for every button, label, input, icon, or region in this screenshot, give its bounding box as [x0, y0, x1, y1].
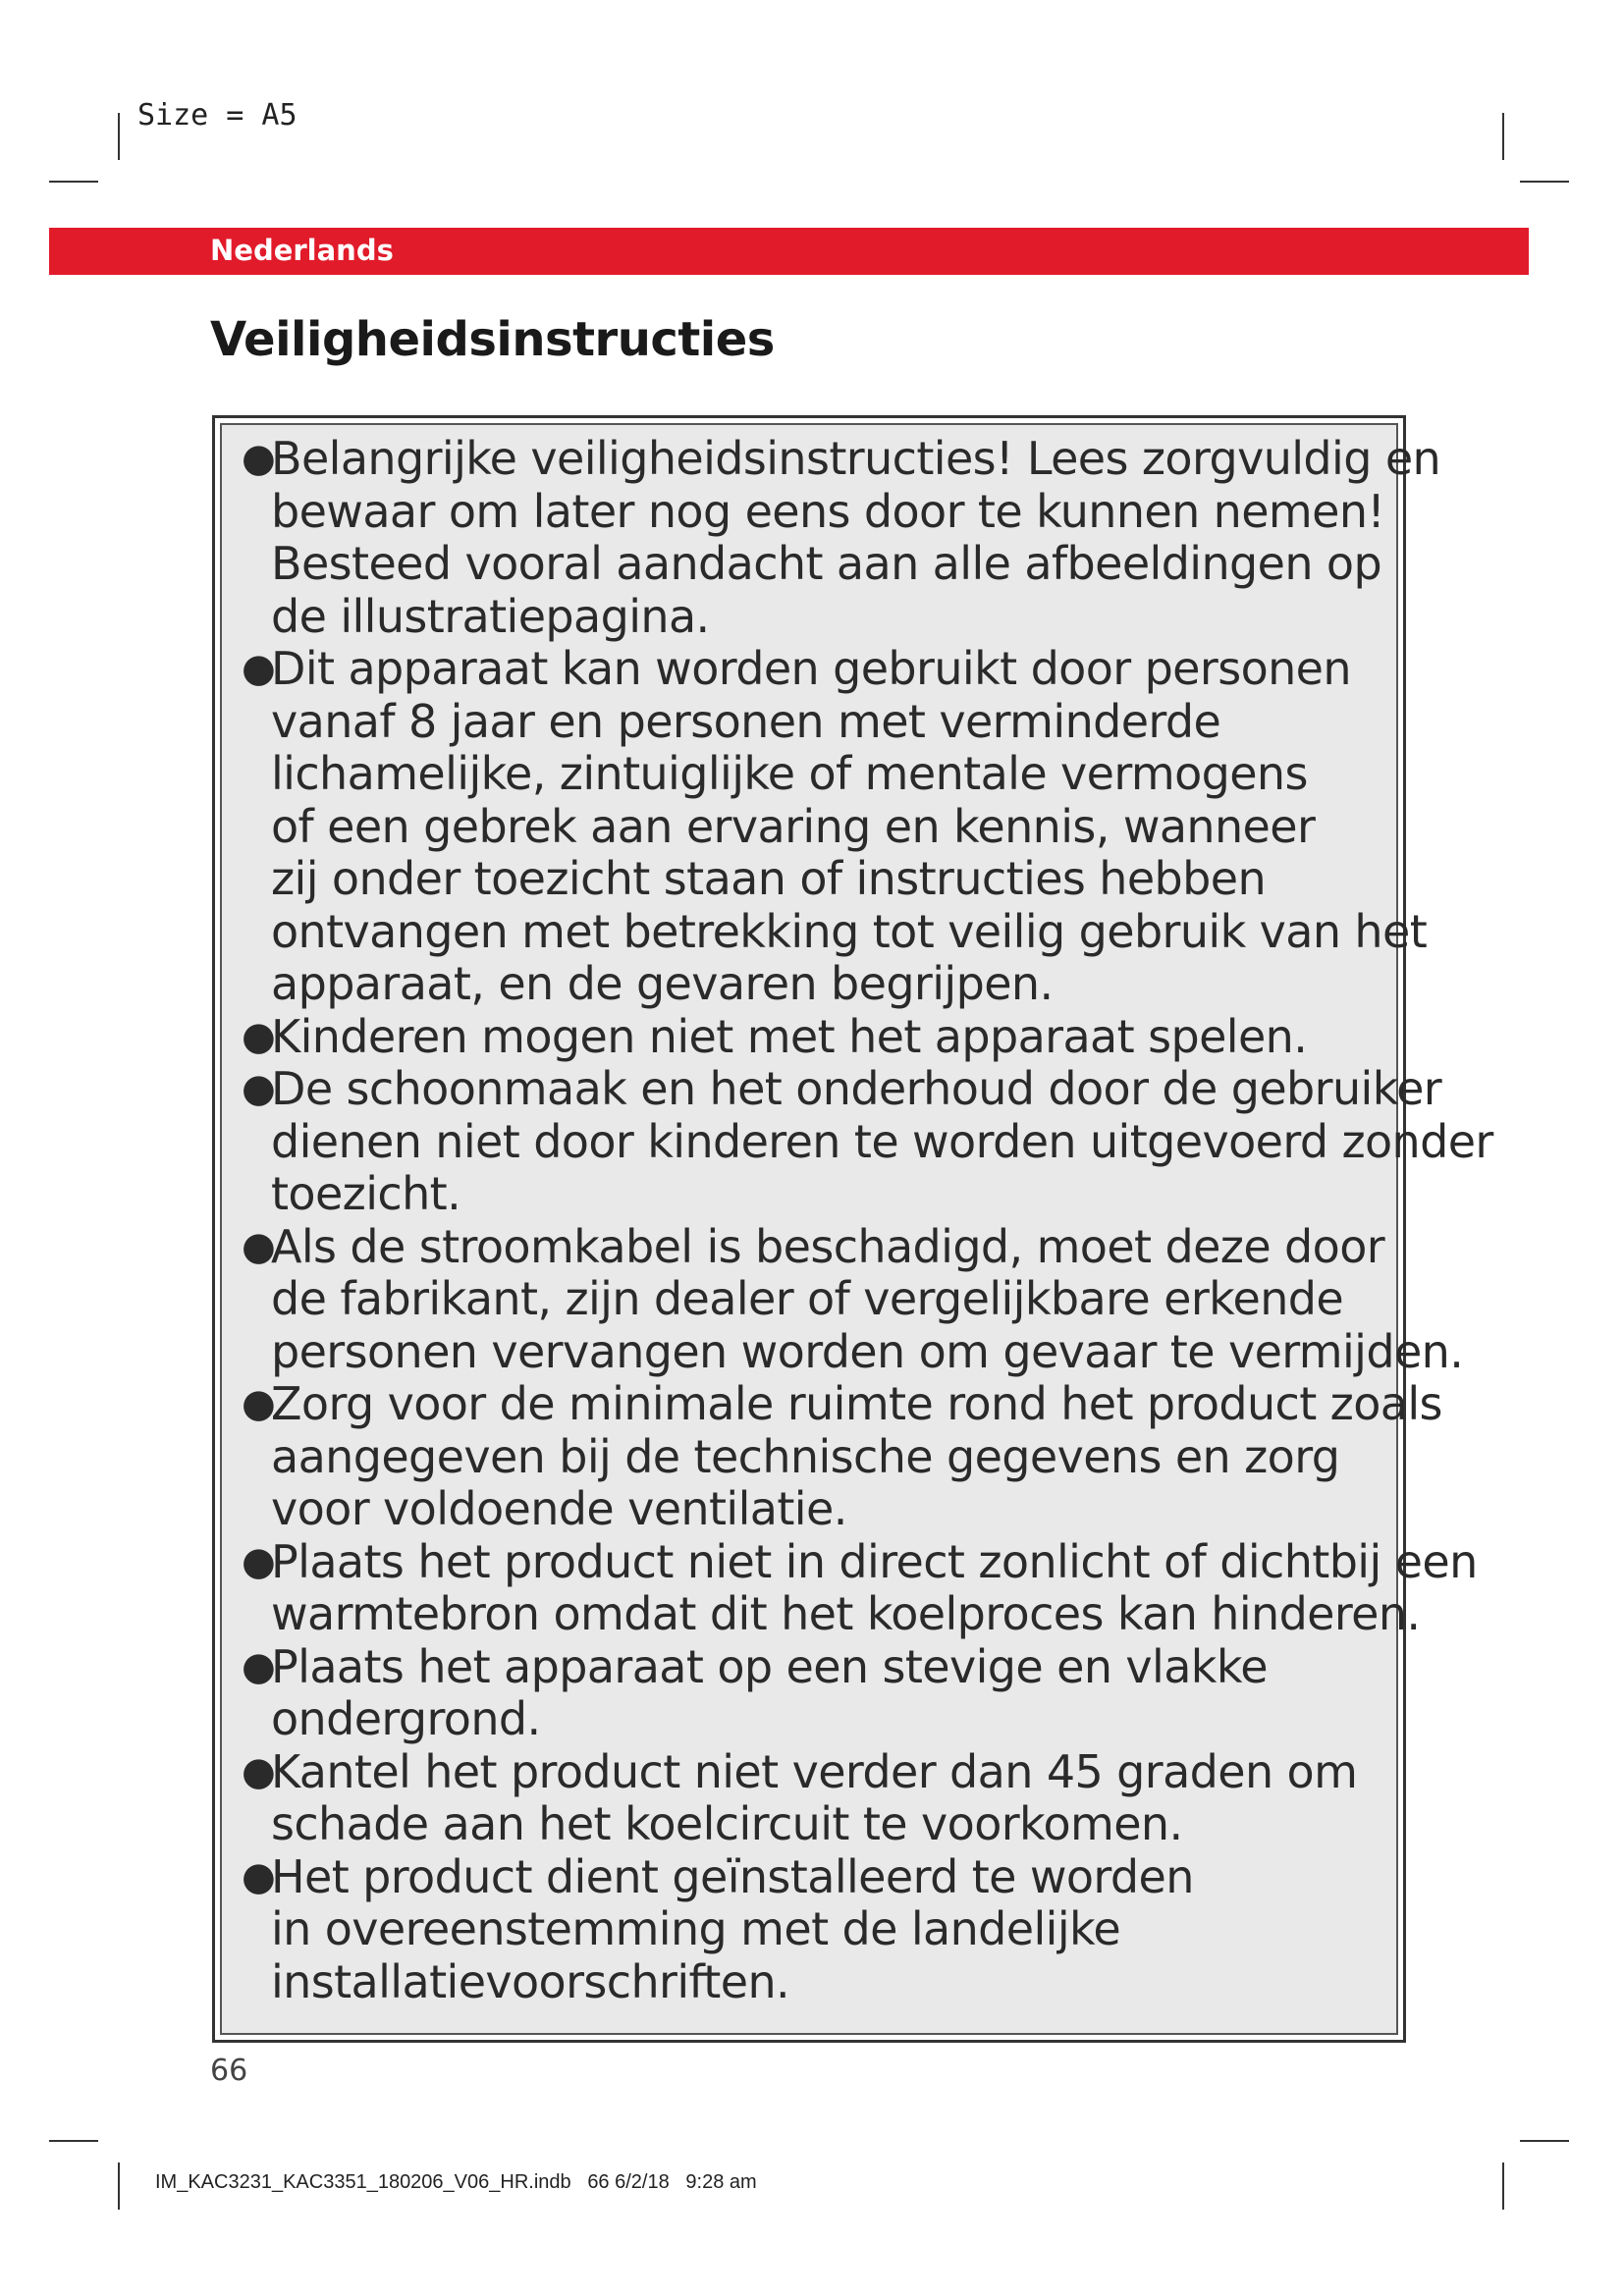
safety-item-line: apparaat, en de gevaren begrijpen.: [271, 957, 1054, 1010]
safety-box: [212, 415, 1493, 2043]
bullet-icon: ●: [242, 646, 276, 691]
safety-item-line: de fabrikant, zijn dealer of vergelijkbare erkende: [271, 1272, 1344, 1325]
safety-list: [242, 432, 1493, 2008]
crop-mark-bottom-right-vertical: [1502, 2163, 1504, 2210]
safety-item-line: ontvangen met betrekking tot veilig gebruik van het: [271, 904, 1428, 958]
safety-item-line: voor voldoende ventilatie.: [271, 1482, 847, 1535]
page-number: 66: [210, 2054, 248, 2088]
safety-item-line: lichamelijke, zintuiglijke of mentale vermogens: [271, 747, 1308, 800]
safety-item-line: installatievoorschriften.: [271, 1954, 790, 2008]
size-label: Size = A5: [137, 98, 298, 133]
safety-item-line: Het product dient geïnstalleerd te worden: [271, 1849, 1194, 1903]
safety-item: [242, 642, 1428, 1011]
safety-item: [242, 1219, 1464, 1379]
bullet-icon: ●: [242, 1381, 276, 1426]
safety-item-line: bewaar om later nog eens door te kunnen nemen!: [271, 484, 1385, 538]
safety-item: [242, 432, 1441, 643]
safety-item: [242, 1011, 1386, 1064]
safety-item: [242, 1377, 1442, 1536]
safety-item-line: Dit apparaat kan worden gebruikt door personen: [271, 642, 1351, 695]
safety-item-line: Belangrijke veiligheidsinstructies! Lees zorgvuldig en: [271, 432, 1441, 485]
bullet-icon: ●: [242, 1643, 276, 1689]
safety-item-line: Besteed vooral aandacht aan alle afbeeldingen op: [271, 537, 1382, 590]
safety-item-line: aangegeven bij de technische gegevens en zorg: [271, 1429, 1340, 1483]
language-bar: [49, 228, 1529, 275]
crop-mark-bottom-right-horizontal: [1520, 2140, 1569, 2142]
safety-item-line: zij onder toezicht staan of instructies hebben: [271, 852, 1266, 905]
safety-item-line: Kinderen mogen niet met het apparaat spelen.: [271, 1009, 1308, 1063]
safety-item-line: Plaats het apparaat op een stevige en vlakke: [271, 1639, 1268, 1693]
safety-item-line: dienen niet door kinderen te worden uitgevoerd zonder: [271, 1114, 1493, 1168]
page-title: Veiligheidsinstructies: [210, 312, 775, 367]
safety-item-line: Plaats het product niet in direct zonlicht of dichtbij een: [271, 1534, 1478, 1588]
crop-mark-top-right-horizontal: [1520, 181, 1569, 183]
safety-item-line: ondergrond.: [271, 1692, 541, 1745]
safety-item-line: De schoonmaak en het onderhoud door de gebruiker: [271, 1062, 1442, 1115]
crop-mark-bottom-left-horizontal: [49, 2140, 98, 2142]
crop-mark-top-left-vertical: [118, 113, 120, 160]
safety-item-line: toezicht.: [271, 1167, 461, 1220]
print-footer: IM_KAC3231_KAC3351_180206_V06_HR.indb 66 6/2/18 9:28 am: [155, 2171, 757, 2193]
bullet-icon: ●: [242, 1748, 276, 1794]
bullet-icon: ●: [242, 436, 276, 481]
safety-item: [242, 1746, 1386, 1851]
safety-item: [242, 1062, 1493, 1221]
bullet-icon: ●: [242, 1013, 276, 1059]
safety-box-inner: [220, 423, 1493, 2035]
bullet-icon: ●: [242, 1538, 276, 1584]
bullet-icon: ●: [242, 1853, 276, 1899]
bullet-icon: ●: [242, 1223, 276, 1269]
safety-item-line: of een gebrek aan ervaring en kennis, wanneer: [271, 799, 1316, 853]
bullet-icon: ●: [242, 1066, 276, 1111]
crop-mark-top-right-vertical: [1502, 113, 1504, 160]
safety-item-line: schade aan het koelcircuit te voorkomen.: [271, 1797, 1183, 1850]
safety-item-line: de illustratiepagina.: [271, 589, 710, 643]
safety-item-line: vanaf 8 jaar en personen met verminderde: [271, 694, 1221, 748]
safety-item-line: Zorg voor de minimale ruimte rond het product zoals: [271, 1377, 1442, 1430]
crop-mark-bottom-left-vertical: [118, 2163, 120, 2210]
safety-item: [242, 1534, 1478, 1641]
safety-item-line: personen vervangen worden om gevaar te vermijden.: [271, 1324, 1464, 1378]
language-label: Nederlands: [210, 234, 394, 267]
safety-item-line: warmtebron omdat dit het koelproces kan hinderen.: [271, 1587, 1421, 1640]
safety-item: [242, 1851, 1386, 2009]
safety-item-line: Kantel het product niet verder dan 45 graden om: [271, 1744, 1358, 1798]
safety-item-line: Als de stroomkabel is beschadigd, moet deze door: [271, 1219, 1385, 1273]
safety-item-line: in overeenstemming met de landelijke: [271, 1902, 1121, 1955]
crop-mark-top-left-horizontal: [49, 181, 98, 183]
safety-item: [242, 1641, 1386, 1746]
